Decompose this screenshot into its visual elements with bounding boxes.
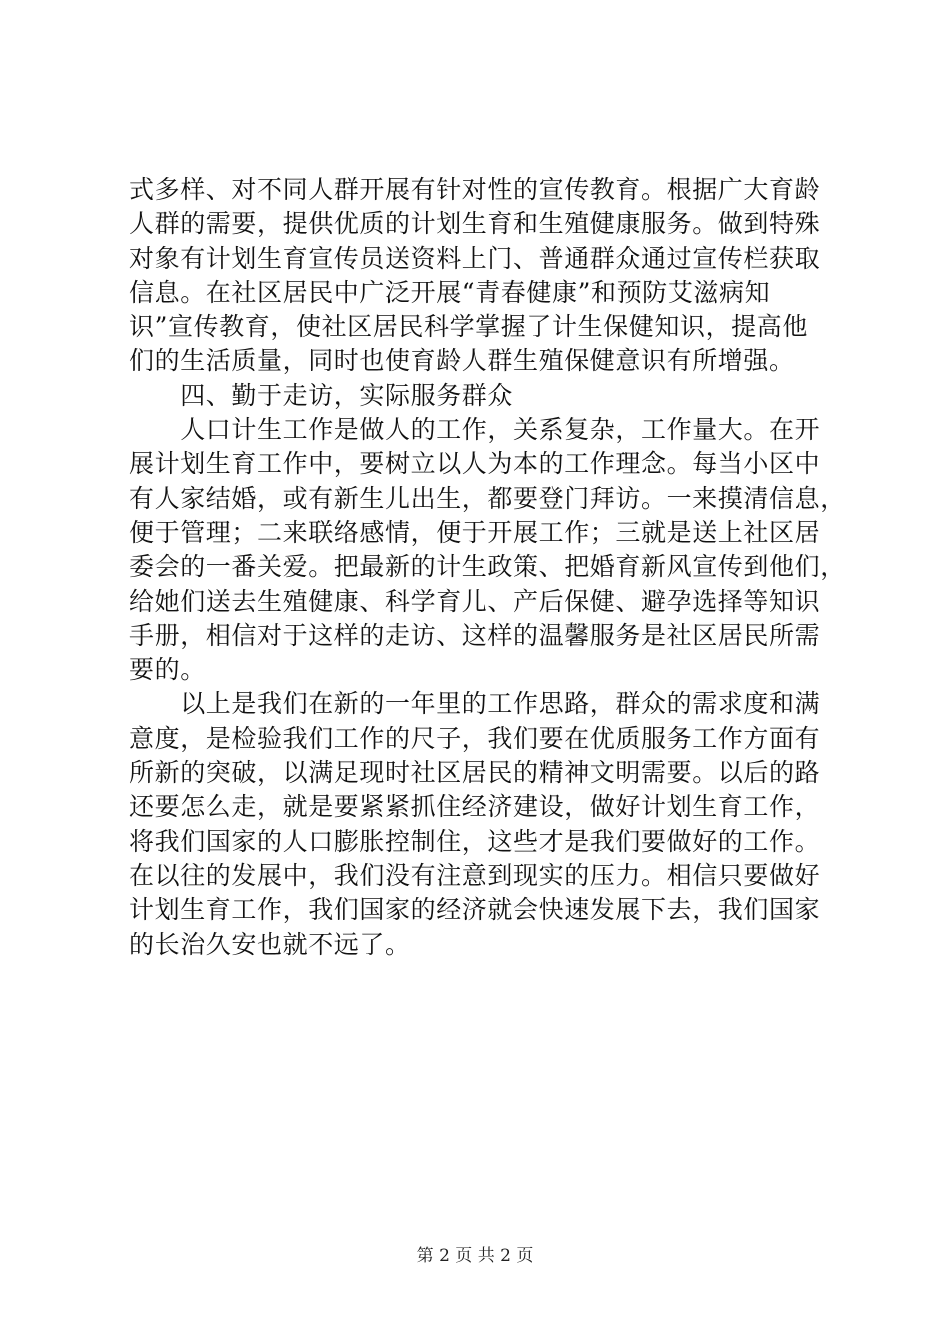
text-line: 要的。 — [129, 655, 206, 685]
text-line: 将我们国家的人口膨胀控制住，这些才是我们要做好的工作。 — [129, 826, 821, 856]
text-line: 人口计生工作是做人的工作，关系复杂，工作量大。在开 — [129, 415, 821, 445]
text-line: 以上是我们在新的一年里的工作思路，群众的需求度和满 — [129, 689, 821, 719]
text-line: 识”宣传教育，使社区居民科学掌握了计生保健知识，提高他 — [129, 312, 808, 342]
text-line: 委会的一番关爱。把最新的计生政策、把婚育新风宣传到他们， — [129, 552, 846, 582]
text-line: 手册，相信对于这样的走访、这样的温馨服务是社区居民所需 — [129, 620, 821, 650]
text-line: 展计划生育工作中，要树立以人为本的工作理念。每当小区中 — [129, 449, 821, 479]
text-line: 人群的需要，提供优质的计划生育和生殖健康服务。做到特殊 — [129, 209, 821, 239]
text-line: 还要怎么走，就是要紧紧抓住经济建设，做好计划生育工作， — [129, 792, 821, 822]
text-line: 计划生育工作，我们国家的经济就会快速发展下去，我们国家 — [129, 895, 821, 925]
text-line: 所新的突破，以满足现时社区居民的精神文明需要。以后的路 — [129, 758, 821, 788]
text-line: 给她们送去生殖健康、科学育儿、产后保健、避孕选择等知识 — [129, 586, 821, 616]
text-line: 信息。在社区居民中广泛开展“青春健康”和预防艾滋病知 — [129, 277, 771, 307]
text-line: 在以往的发展中，我们没有注意到现实的压力。相信只要做好 — [129, 860, 821, 890]
text-line: 意度，是检验我们工作的尺子，我们要在优质服务工作方面有 — [129, 723, 821, 753]
text-line: 的长治久安也就不远了。 — [129, 929, 411, 959]
section-heading: 四、勤于走访，实际服务群众 — [129, 380, 514, 410]
text-line: 便于管理；二来联络感情，便于开展工作；三就是送上社区居 — [129, 517, 821, 547]
text-line: 对象有计划生育宣传员送资料上门、普通群众通过宣传栏获取 — [129, 243, 821, 273]
text-line: 式多样、对不同人群开展有针对性的宣传教育。根据广大育龄 — [129, 175, 821, 204]
body-text — [129, 173, 846, 962]
text-line: 有人家结婚，或有新生儿出生，都要登门拜访。一来摸清信息， — [129, 483, 846, 513]
text-line: 们的生活质量，同时也使育龄人群生殖保健意识有所增强。 — [129, 346, 795, 376]
page-number-footer: 第 2 页 共 2 页 — [416, 1246, 534, 1266]
